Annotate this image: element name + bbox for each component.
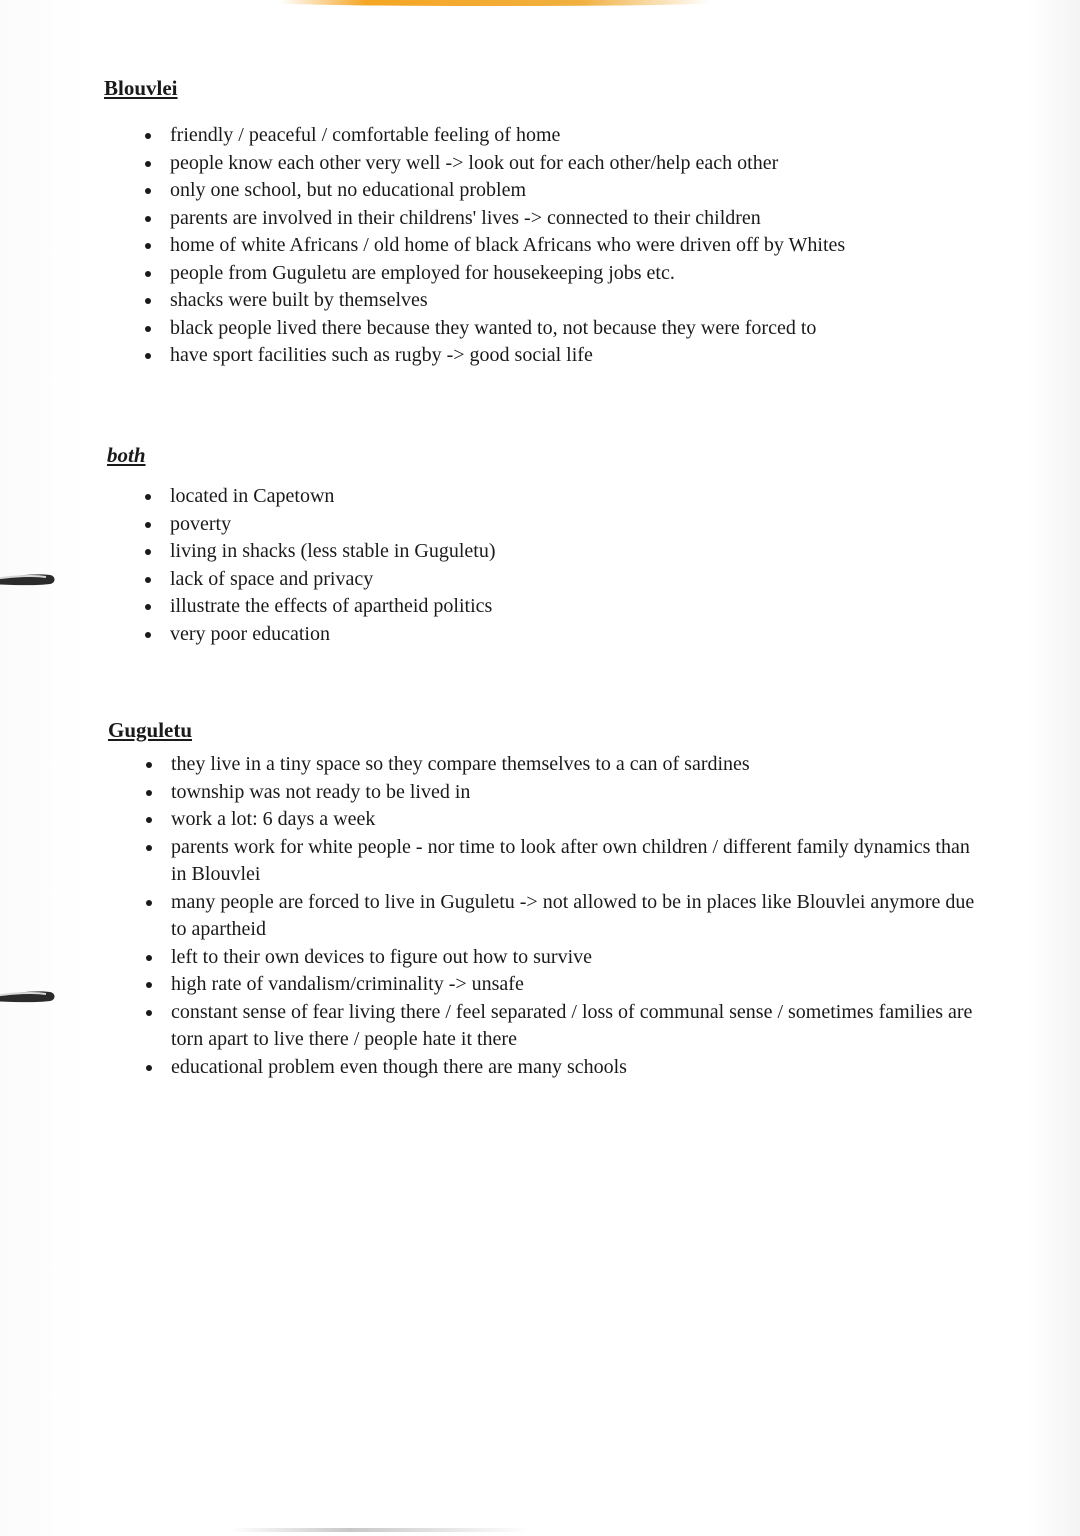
list-item: located in Capetown	[144, 483, 904, 511]
list-item: high rate of vandalism/criminality -> unsafe	[145, 971, 985, 999]
list-item: work a lot: 6 days a week	[145, 806, 985, 834]
binder-ring-icon	[0, 984, 62, 1006]
list-item: township was not ready to be lived in	[145, 779, 985, 807]
list-item: parents are involved in their childrens' lives -> connected to their children	[144, 205, 904, 233]
list-item: living in shacks (less stable in Guguletu)	[144, 538, 904, 566]
list-item: only one school, but no educational problem	[144, 177, 904, 205]
list-item: people know each other very well -> look out for each other/help each other	[144, 150, 904, 178]
list-item: they live in a tiny space so they compare themselves to a can of sardines	[145, 751, 985, 779]
list-item: poverty	[144, 511, 904, 539]
list-item: educational problem even though there are many schools	[145, 1054, 985, 1082]
section-heading-both: both	[107, 443, 146, 467]
top-edge-highlighter-mark	[280, 0, 710, 6]
list-item: many people are forced to live in Guguletu -> not allowed to be in places like Blouvlei anymore due to apartheid	[145, 889, 985, 944]
list-item: friendly / peaceful / comfortable feeling of home	[144, 122, 904, 150]
list-item: left to their own devices to figure out how to survive	[145, 944, 985, 972]
section-heading-guguletu: Guguletu	[108, 718, 193, 742]
bullet-list-both	[144, 483, 904, 648]
list-item: illustrate the effects of apartheid politics	[144, 593, 904, 621]
list-item: home of white Africans / old home of black Africans who were driven off by Whites	[144, 232, 904, 260]
list-item: have sport facilities such as rugby -> good social life	[144, 342, 904, 370]
list-item: black people lived there because they wanted to, not because they were forced to	[144, 315, 904, 343]
bullet-list-guguletu	[145, 751, 985, 1081]
binder-ring-icon	[0, 567, 62, 589]
list-item: parents work for white people - nor time to look after own children / different family dynamics than in Blouvlei	[145, 834, 985, 889]
section-heading-blouvlei: Blouvlei	[104, 76, 178, 100]
list-item: very poor education	[144, 621, 904, 649]
list-item: people from Guguletu are employed for housekeeping jobs etc.	[144, 260, 904, 288]
list-item: constant sense of fear living there / feel separated / loss of communal sense / sometimes families are torn apart to live there / people hate it there	[145, 999, 985, 1054]
bottom-edge-shadow	[230, 1528, 530, 1532]
bullet-list-blouvlei	[144, 122, 904, 370]
list-item: lack of space and privacy	[144, 566, 904, 594]
list-item: shacks were built by themselves	[144, 287, 904, 315]
